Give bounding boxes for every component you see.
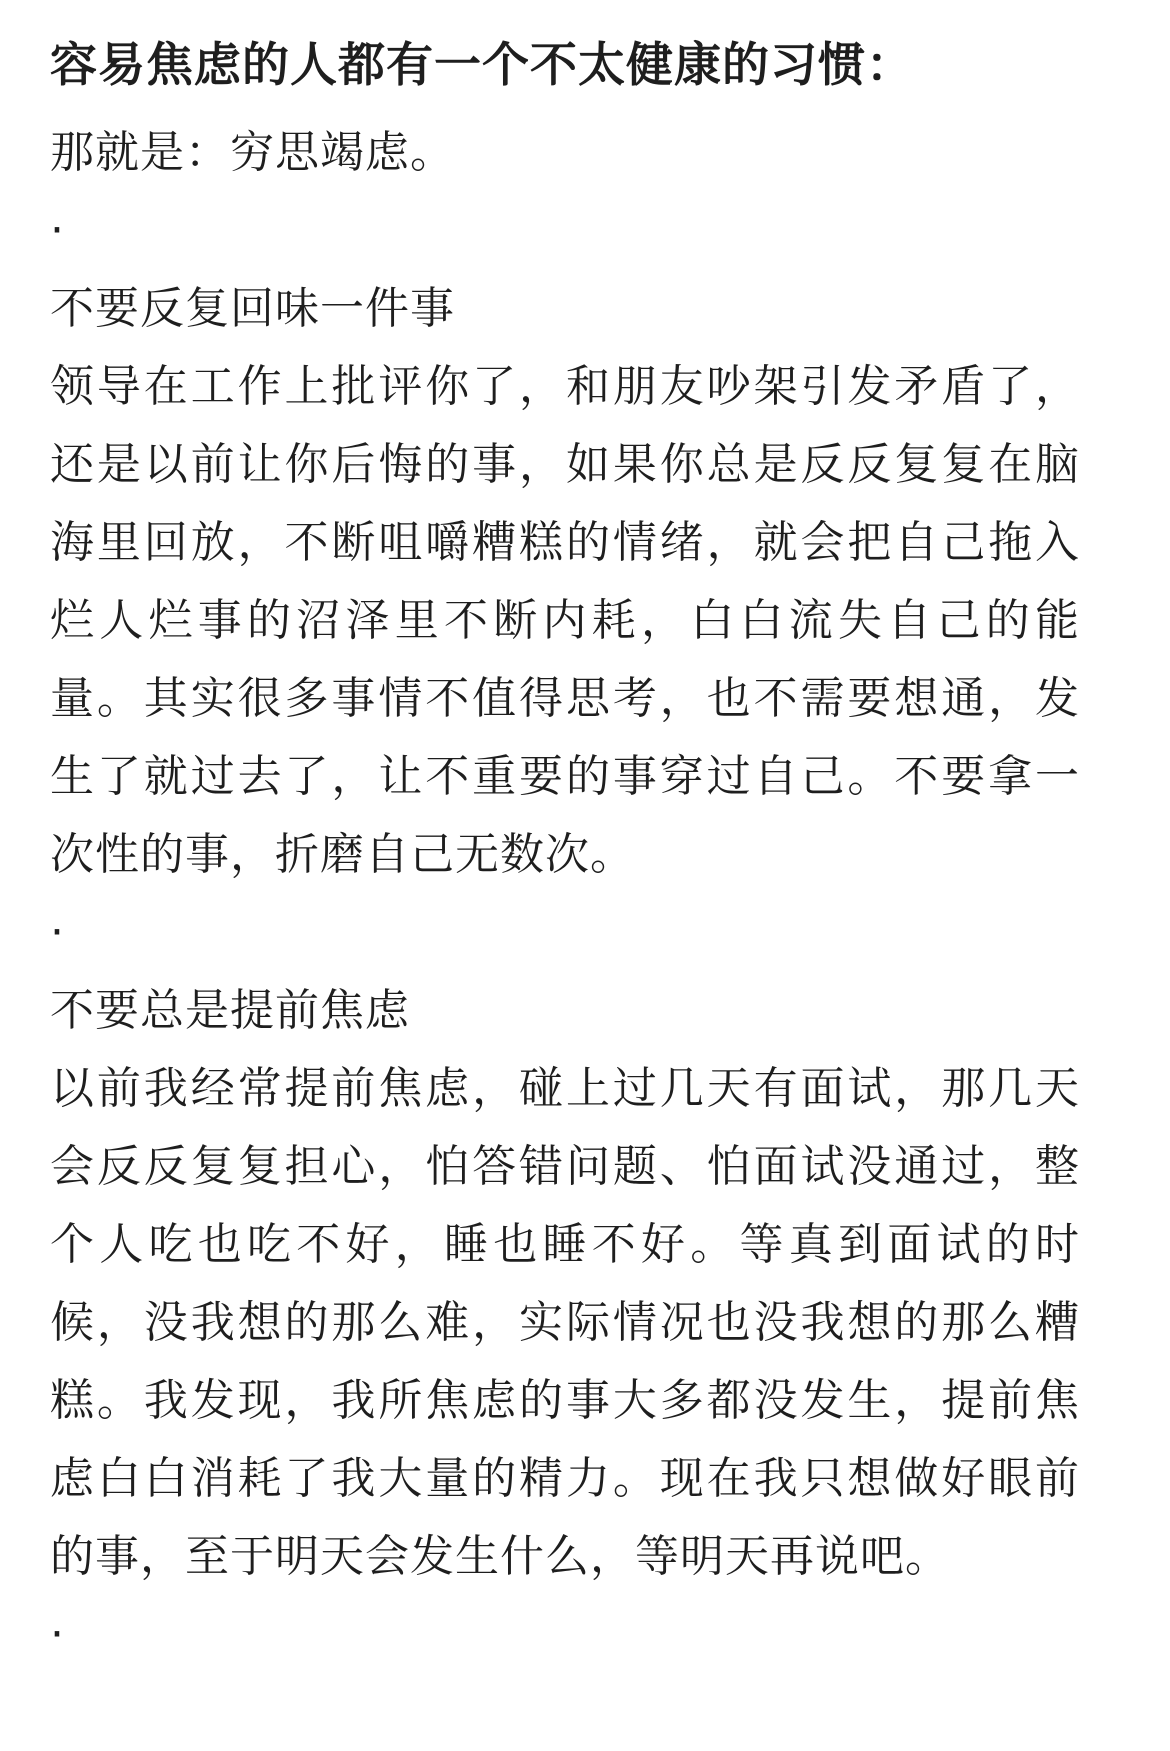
separator-dot: · xyxy=(50,205,64,256)
section-heading: 不要总是提前焦虑 xyxy=(50,985,410,1036)
separator-dot: · xyxy=(50,1609,64,1660)
section-body: 领导在工作上批评你了，和朋友吵架引发矛盾了，还是以前让你后悔的事，如果你总是反反复复在脑海里回放，不断咀嚼糟糕的情绪，就会把自己拖入烂人烂事的沼泽里不断内耗，白白流失自己的能量。其实很多事情不值得思考，也不需要想通，发生了就过去了，让不重要的事穿过自己。不要拿一次性的事，折磨自己无数次。 xyxy=(50,361,1080,880)
section-1 xyxy=(50,270,1080,894)
section-body: 以前我经常提前焦虑，碰上过几天有面试，那几天会反反复复担心，怕答错问题、怕面试没通过，整个人吃也吃不好，睡也睡不好。等真到面试的时候，没我想的那么难，实际情况也没我想的那么糟糕。我发现，我所焦虑的事大多都没发生，提前焦虑白白消耗了我大量的精力。现在我只想做好眼前的事，至于明天会发生什么，等明天再说吧。 xyxy=(50,1063,1080,1582)
article-title: 容易焦虑的人都有一个不太健康的习惯： xyxy=(50,38,914,93)
separator-dot: · xyxy=(50,907,64,958)
section-2 xyxy=(50,972,1080,1596)
section-heading: 不要反复回味一件事 xyxy=(50,283,455,334)
intro-text: 那就是：穷思竭虑。 xyxy=(50,127,455,178)
article xyxy=(50,30,1080,1674)
